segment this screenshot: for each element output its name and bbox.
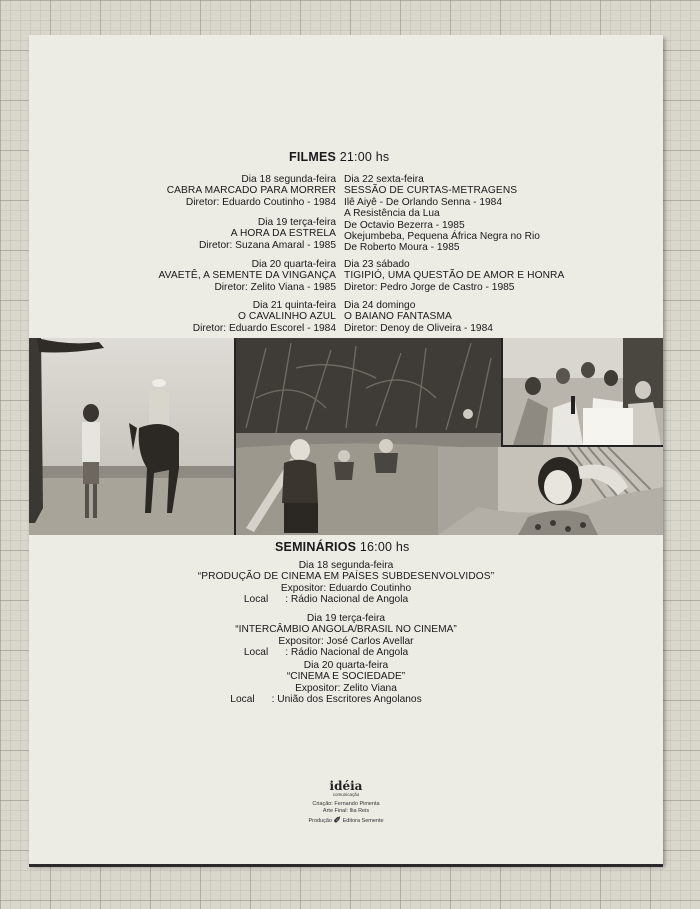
photo-hammock xyxy=(438,447,663,535)
film-entry: Dia 24 domingo O BAIANO FANTASMA Diretor: Denoy de Oliveira - 1984 xyxy=(344,300,493,334)
seminarios-title: SEMINÁRIOS 16:00 hs xyxy=(275,540,410,554)
film-entry: Dia 21 quinta-feira O CAVALINHO AZUL Diretor: Eduardo Escorel - 1984 xyxy=(192,300,336,334)
poster-sheet xyxy=(29,35,663,864)
film-entry: Dia 19 terça-feira A HORA DA ESTRELA Diretor: Suzana Amaral - 1985 xyxy=(198,217,336,251)
film-entry: Dia 23 sábado TIGIPIÓ, UMA QUESTÃO DE AMOR E HONRA Diretor: Pedro Jorge de Castro - 1985 xyxy=(344,259,565,293)
seminar-entry: Dia 19 terça-feira “INTERCÂMBIO ANGOLA/BRASIL NO CINEMA” Expositor: José Carlos Avellar Local : Rádio Nacional de Angola xyxy=(235,613,457,659)
production-logo-icon: ✐ xyxy=(333,815,342,825)
film-entry: Dia 22 sexta-feira SESSÃO DE CURTAS-METRAGENS Ilê Aiyê - De Orlando Senna - 1984 A Resistência da Lua De Octavio Bezerra - 1985 Okejumbeba, Pequena África Negra no Rio De Roberto Moura - 1985 xyxy=(344,174,540,254)
filmes-title: FILMES 21:00 hs xyxy=(289,150,390,164)
credits: idéia comunicação Criação: Fernando Pimenta Arte Final: Ilia Reis Produção ✐ Editora Semente xyxy=(29,780,663,825)
photo-dinner-table xyxy=(503,338,663,445)
photo-collage xyxy=(29,338,663,535)
photo-horseman xyxy=(29,338,234,535)
film-entry: Dia 18 segunda-feira CABRA MARCADO PARA MORRER Diretor: Eduardo Coutinho - 1984 xyxy=(166,174,336,208)
logo: idéia xyxy=(329,779,363,793)
film-entry: Dia 20 quarta-feira AVAETÊ, A SEMENTE DA VINGANÇA Diretor: Zelito Viana - 1985 xyxy=(158,259,336,293)
seminar-entry: Dia 20 quarta-feira “CINEMA E SOCIEDADE” Expositor: Zelito Viana Local : União dos Escritores Angolanos xyxy=(230,660,422,706)
seminar-entry: Dia 18 segunda-feira “PRODUÇÃO DE CINEMA EM PAÍSES SUBDESENVOLVIDOS” Expositor: Eduardo Coutinho Local : Rádio Nacional de Angola xyxy=(197,560,495,606)
